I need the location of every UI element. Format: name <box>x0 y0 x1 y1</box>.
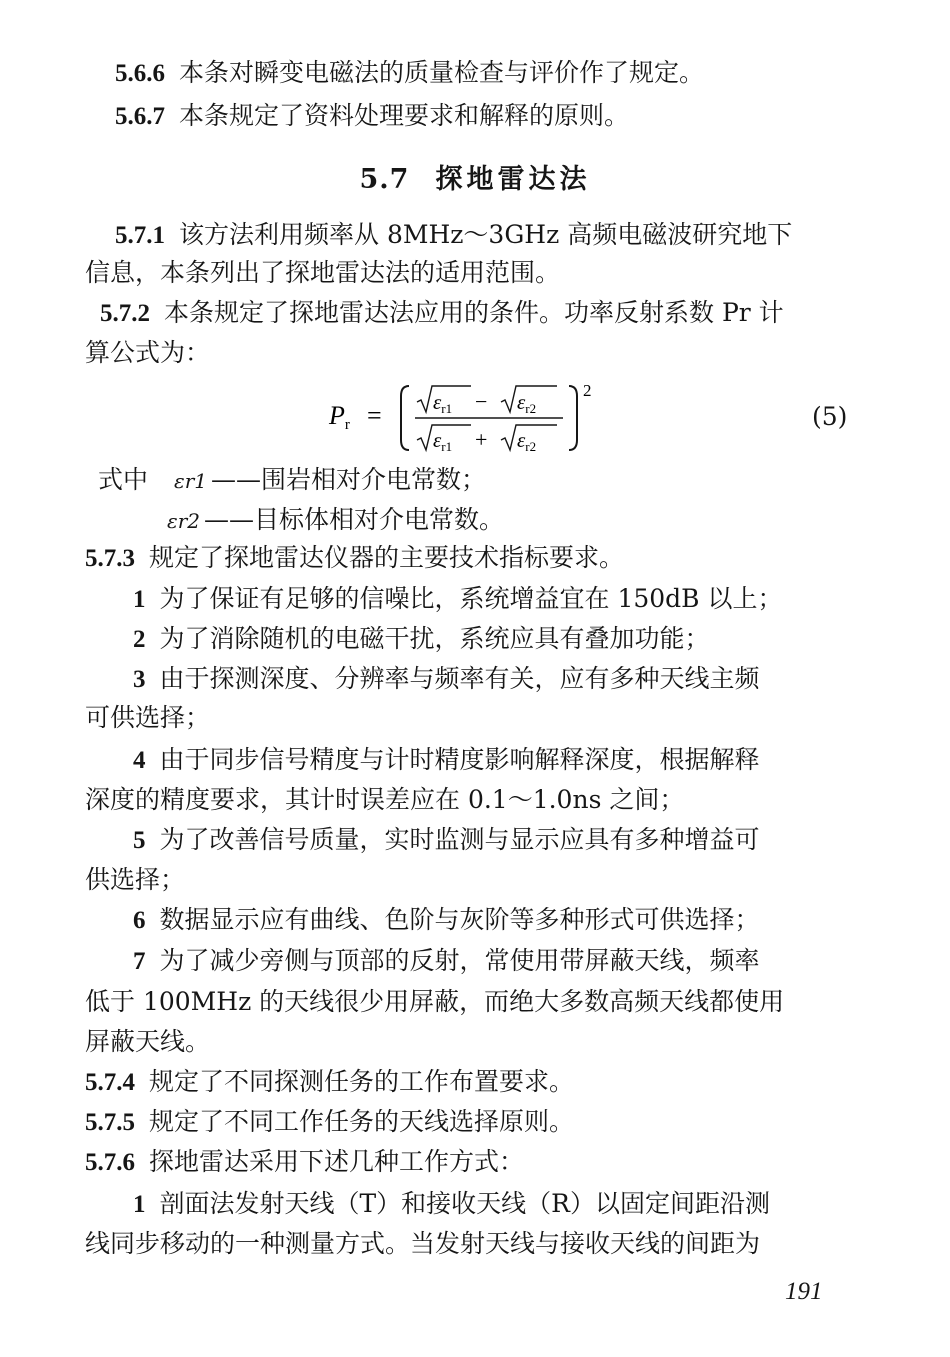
list-text: 为了改善信号质量，实时监测与显示应具有多种增益可 <box>159 825 760 854</box>
item-text: 本条规定了资料处理要求和解释的原则。 <box>179 101 630 130</box>
clause-number: 5.7.1 <box>115 222 165 249</box>
list-item-cont: 供选择； <box>85 865 186 894</box>
section-number: 5.7 <box>359 164 410 195</box>
left-paren <box>401 386 409 450</box>
page-number: 191 <box>785 1278 823 1305</box>
list-number: 4 <box>133 747 146 774</box>
clause-text: 规定了不同探测任务的工作布置要求。 <box>149 1067 575 1096</box>
clause-text: 本条规定了探地雷达法应用的条件。功率反射系数 Pr 计 <box>164 298 784 327</box>
clause-number: 5.7.2 <box>100 300 150 327</box>
clause-number: 5.7.5 <box>85 1109 135 1136</box>
list-item <box>133 664 760 695</box>
list-number: 3 <box>133 666 146 693</box>
list-number: 1 <box>133 586 146 613</box>
item-566 <box>115 58 704 89</box>
clause-number: 5.7.4 <box>85 1069 135 1096</box>
list-item <box>133 905 760 936</box>
p571-line1 <box>115 220 792 251</box>
formula-eq: = <box>367 401 382 430</box>
list-text: 剖面法发射天线（T）和接收天线（R）以固定间距沿测 <box>159 1189 771 1218</box>
clause-text: 探地雷达采用下述几种工作方式： <box>149 1147 525 1176</box>
where-symbol: εr2 <box>167 509 201 533</box>
item-number: 5.6.6 <box>115 60 165 87</box>
list-item-cont: 低于 100MHz 的天线很少用屏蔽，而绝大多数高频天线都使用 <box>85 987 785 1016</box>
list-item-cont: 可供选择； <box>85 703 211 732</box>
where-label: 式中 <box>98 465 149 494</box>
num-e2: εr2 <box>517 390 537 416</box>
formula-minus: − <box>475 389 488 414</box>
list-item <box>133 584 783 615</box>
clause-text: 规定了不同工作任务的天线选择原则。 <box>149 1107 575 1136</box>
where-symbol: εr1 <box>174 469 208 493</box>
p575 <box>85 1107 574 1138</box>
formula <box>325 378 625 458</box>
item-text: 本条对瞬变电磁法的质量检查与评价作了规定。 <box>179 58 705 87</box>
list-item-cont: 深度的精度要求，其计时误差应在 0.1～1.0ns 之间； <box>85 785 685 814</box>
den-e1: εr1 <box>433 428 453 454</box>
right-paren <box>569 386 577 450</box>
where-line1 <box>98 465 486 496</box>
list-number: 2 <box>133 626 146 653</box>
num-e1: εr1 <box>433 390 453 416</box>
item-number: 5.6.7 <box>115 103 165 130</box>
list-number: 1 <box>133 1191 146 1218</box>
list-text: 为了消除随机的电磁干扰，系统应具有叠加功能； <box>159 624 710 653</box>
p573 <box>85 543 624 574</box>
list-item-cont: 线同步移动的一种测量方式。当发射天线与接收天线的间距为 <box>85 1229 761 1258</box>
item-567 <box>115 101 629 132</box>
list-number: 7 <box>133 948 146 975</box>
p572-line1 <box>100 298 784 329</box>
where-text: ——围岩相对介电常数； <box>211 465 487 494</box>
formula-power: 2 <box>583 381 592 400</box>
where-text: ——目标体相对介电常数。 <box>204 505 505 534</box>
list-item <box>133 825 760 856</box>
list-text: 为了减少旁侧与顶部的反射，常使用带屏蔽天线，频率 <box>159 946 760 975</box>
list-item <box>133 624 710 655</box>
formula-lhs: Pr <box>329 401 350 433</box>
formula-plus: + <box>475 427 488 452</box>
formula-svg <box>325 378 625 458</box>
list-number: 6 <box>133 907 146 934</box>
list-text: 为了保证有足够的信噪比，系统增益宜在 150dB 以上； <box>159 584 783 613</box>
list-item-cont: 屏蔽天线。 <box>85 1027 211 1056</box>
list-text: 由于探测深度、分辨率与频率有关，应有多种天线主频 <box>159 664 760 693</box>
formula-number: (5) <box>812 402 848 431</box>
clause-text: 该方法利用频率从 8MHz～3GHz 高频电磁波研究地下 <box>179 220 793 249</box>
list-text: 由于同步信号精度与计时精度影响解释深度，根据解释 <box>159 745 760 774</box>
clause-text: 规定了探地雷达仪器的主要技术指标要求。 <box>149 543 625 572</box>
section-title <box>0 157 950 196</box>
den-e2: εr2 <box>517 428 537 454</box>
p574 <box>85 1067 574 1098</box>
list-item <box>133 1189 770 1220</box>
list-item <box>133 946 760 977</box>
clause-number: 5.7.6 <box>85 1149 135 1176</box>
list-item <box>133 745 760 776</box>
section-name: 探地雷达法 <box>435 164 591 195</box>
p576 <box>85 1147 524 1178</box>
p572-line2: 算公式为： <box>85 338 211 367</box>
p571-line2: 信息，本条列出了探地雷达法的适用范围。 <box>85 258 561 287</box>
where-line2 <box>167 505 504 536</box>
list-number: 5 <box>133 827 146 854</box>
clause-number: 5.7.3 <box>85 545 135 572</box>
list-text: 数据显示应有曲线、色阶与灰阶等多种形式可供选择； <box>159 905 760 934</box>
